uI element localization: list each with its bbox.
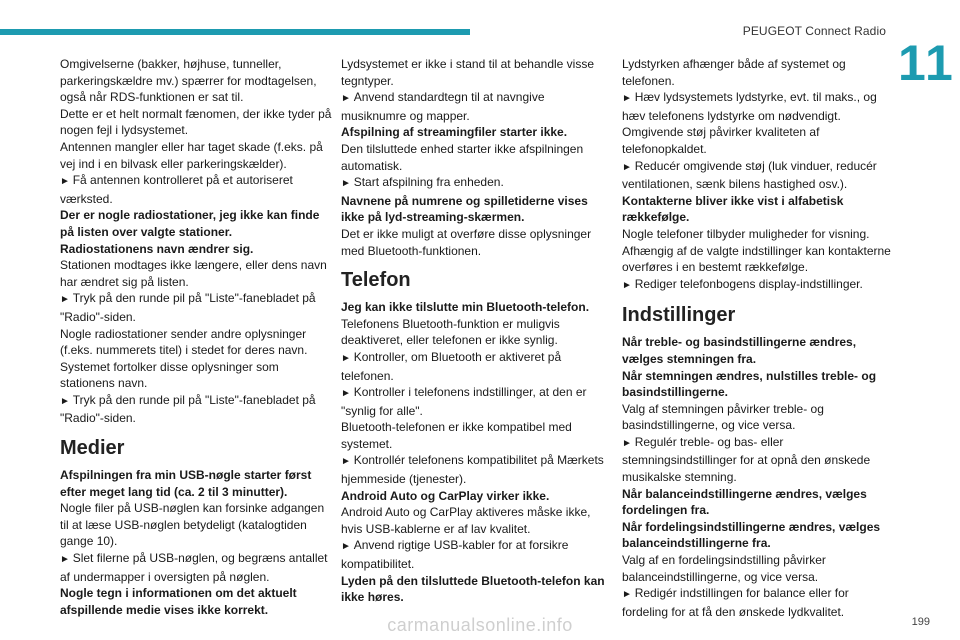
problem-statement: Når treble- og basindstillingerne ændres, vælges stemningen fra. (622, 335, 857, 366)
instruction-text: Tryk på den runde pil på "Liste"-fanebladet på "Radio"-siden. (60, 392, 316, 426)
body-paragraph: Stationen modtages ikke længere, eller dens navn har ændret sig på listen. (60, 258, 327, 289)
triangle-bullet-icon: ► (60, 554, 73, 566)
body-paragraph: Det er ikke muligt at overføre disse oplysninger med Bluetooth-funktionen. (341, 226, 592, 258)
instruction-text: Slet filerne på USB-nøglen, og begræns antallet af undermapper i oversigten på nøglen. (60, 551, 328, 584)
instruction-step (622, 276, 892, 295)
problem-statement: Android Auto og CarPlay virker ikke. (341, 488, 550, 503)
instruction-step (60, 290, 332, 325)
problem-statement: Når fordelingsindstillingerne ændres, vælges balanceindstillingerne fra. (622, 519, 881, 551)
instruction-text: Tryk på den runde pil på "Liste"-fanebladet på "Radio"-siden. (60, 291, 316, 324)
triangle-bullet-icon: ► (60, 294, 73, 306)
chapter-number: 11 (898, 35, 955, 91)
instruction-step (341, 537, 613, 572)
triangle-bullet-icon: ► (622, 279, 635, 291)
header-title: PEUGEOT Connect Radio (742, 24, 886, 38)
instruction-text: Rediger telefonbogens display-indstillinger. (634, 276, 863, 291)
triangle-bullet-icon: ► (622, 589, 635, 601)
body-paragraph: Lydstyrken afhænger både af systemet og telefonen. (622, 57, 846, 88)
section-heading: Telefon (341, 269, 411, 292)
body-paragraph: Telefonens Bluetooth-funktion er muligvis deaktiveret, eller telefonen er ikke synlig. (341, 316, 560, 348)
instruction-step (60, 392, 332, 427)
problem-statement: Nogle tegn i informationen om det aktuelt afspillende medie vises ikke korrekt. (60, 586, 297, 617)
instruction-step (622, 434, 892, 486)
triangle-bullet-icon: ► (622, 161, 635, 173)
body-paragraph: Valg af en fordelingsindstilling påvirker balanceindstillingerne, og vice versa. (622, 553, 826, 584)
text-column-2 (341, 56, 613, 606)
triangle-bullet-icon: ► (60, 176, 73, 188)
watermark: carmanualsonline.info (387, 615, 573, 635)
instruction-text: Anvend rigtige USB-kabler for at forsikre kompatibilitet. (341, 538, 569, 572)
instruction-text: Kontroller i telefonens indstillinger, at den er "synlig for alle". (341, 385, 587, 418)
section-heading: Medier (60, 437, 125, 460)
body-paragraph: Den tilsluttede enhed starter ikke afspilningen automatisk. (341, 141, 584, 173)
problem-statement: Når stemningen ændres, nulstilles treble- og basindstillingerne. (622, 368, 877, 400)
text-column-3 (622, 56, 892, 620)
instruction-text: Hæv lydsystemets lydstyrke, evt. til maks., og hæv telefonens lydstyrke om nødvendigt. (622, 90, 877, 123)
problem-statement: Radiostationens navn ændrer sig. (60, 241, 254, 256)
body-paragraph: Lydsystemet er ikke i stand til at behandle visse tegntyper. (341, 57, 595, 88)
body-paragraph: Bluetooth-telefonen er ikke kompatibel med systemet. (341, 420, 572, 451)
problem-statement: Jeg kan ikke tilslutte min Bluetooth-telefon. (341, 300, 590, 315)
body-paragraph: Dette er et helt normalt fænomen, der ikke tyder på nogen fejl i lydsystemet. (60, 106, 332, 138)
body-paragraph: Nogle filer på USB-nøglen kan forsinke adgangen til at læse USB-nøglen betydeligt (katalogtiden gange 10). (60, 501, 325, 549)
problem-statement: Kontakterne bliver ikke vist i alfabetisk rækkefølge. (622, 193, 844, 225)
instruction-step (341, 89, 613, 124)
triangle-bullet-icon: ► (341, 456, 354, 468)
instruction-text: Kontrollér telefonens kompatibilitet på Mærkets hjemmeside (tjenester). (341, 453, 604, 487)
instruction-step (622, 89, 892, 124)
instruction-text: Redigér indstillingen for balance eller for fordeling for at få den ønskede lydkvalitet. (622, 586, 849, 619)
triangle-bullet-icon: ► (341, 388, 354, 400)
triangle-bullet-icon: ► (622, 437, 635, 449)
triangle-bullet-icon: ► (622, 93, 635, 105)
page-number: 199 (911, 616, 930, 628)
instruction-step (341, 349, 613, 384)
problem-statement: Når balanceindstillingerne ændres, vælges fordelingen fra. (622, 486, 867, 518)
section-heading: Indstillinger (622, 304, 736, 327)
body-paragraph: Nogle telefoner tilbyder muligheder for visning. Afhængig af de valgte indstillinger kan kontakterne overføres i en bestemt rækkefølge. (622, 226, 891, 275)
triangle-bullet-icon: ► (60, 395, 73, 407)
instruction-step (60, 172, 332, 207)
text-column-1 (60, 56, 332, 618)
instruction-step (341, 174, 613, 193)
instruction-text: Kontroller, om Bluetooth er aktiveret på telefonen. (341, 349, 562, 383)
instruction-text: Anvend standardtegn til at navngive musiknumre og mapper. (341, 90, 545, 123)
body-paragraph: Omgivelserne (bakker, højhuse, tunneller, parkeringskældre mv.) spærrer for modtagelsen, også når RDS-funktionen er sat til. (60, 57, 317, 105)
problem-statement: Der er nogle radiostationer, jeg ikke kan finde på listen over valgte stationer. (60, 208, 320, 239)
body-paragraph: Antennen mangler eller har taget skade (f.eks. på vej ind i en bilvask eller parkeringskælder). (60, 139, 323, 171)
triangle-bullet-icon: ► (341, 93, 354, 105)
triangle-bullet-icon: ► (341, 178, 354, 190)
triangle-bullet-icon: ► (341, 541, 354, 553)
instruction-text: Få antennen kontrolleret på et autoriseret værksted. (60, 173, 293, 206)
body-paragraph: Omgivende støj påvirker kvaliteten af telefonopkaldet. (622, 125, 820, 156)
instruction-step (341, 452, 613, 487)
triangle-bullet-icon: ► (341, 352, 354, 364)
body-paragraph: Valg af stemningen påvirker treble- og basindstillingerne, og vice versa. (622, 401, 824, 433)
problem-statement: Afspilning af streamingfiler starter ikke. (341, 125, 568, 140)
instruction-text: Reducér omgivende støj (luk vinduer, reducér ventilationen, sænk bilens hastighed osv.). (622, 158, 877, 192)
body-paragraph: Android Auto og CarPlay aktiveres måske ikke, hvis USB-kablerne er af lav kvalitet. (341, 505, 591, 536)
instruction-step (60, 550, 332, 585)
instruction-step (622, 158, 892, 193)
problem-statement: Navnene på numrene og spilletiderne vises ikke på lyd-streaming-skærmen. (341, 193, 588, 225)
instruction-text: Start afspilning fra enheden. (353, 175, 504, 190)
body-paragraph: Systemet fortolker disse oplysninger som stationens navn. (60, 359, 279, 391)
problem-statement: Lyden på den tilsluttede Bluetooth-telefon kan ikke høres. (341, 573, 605, 605)
instruction-text: Regulér treble- og bas- eller stemningsindstillinger for at opnå den ønskede musikalske stemning. (622, 434, 871, 485)
body-paragraph: Nogle radiostationer sender andre oplysninger (f.eks. nummerets titel) i stedet for deres navn. (60, 326, 308, 358)
header-accent-bar (0, 29, 470, 35)
problem-statement: Afspilningen fra min USB-nøgle starter først efter meget lang tid (ca. 2 til 3 minutter). (60, 468, 312, 499)
instruction-step (341, 384, 613, 419)
